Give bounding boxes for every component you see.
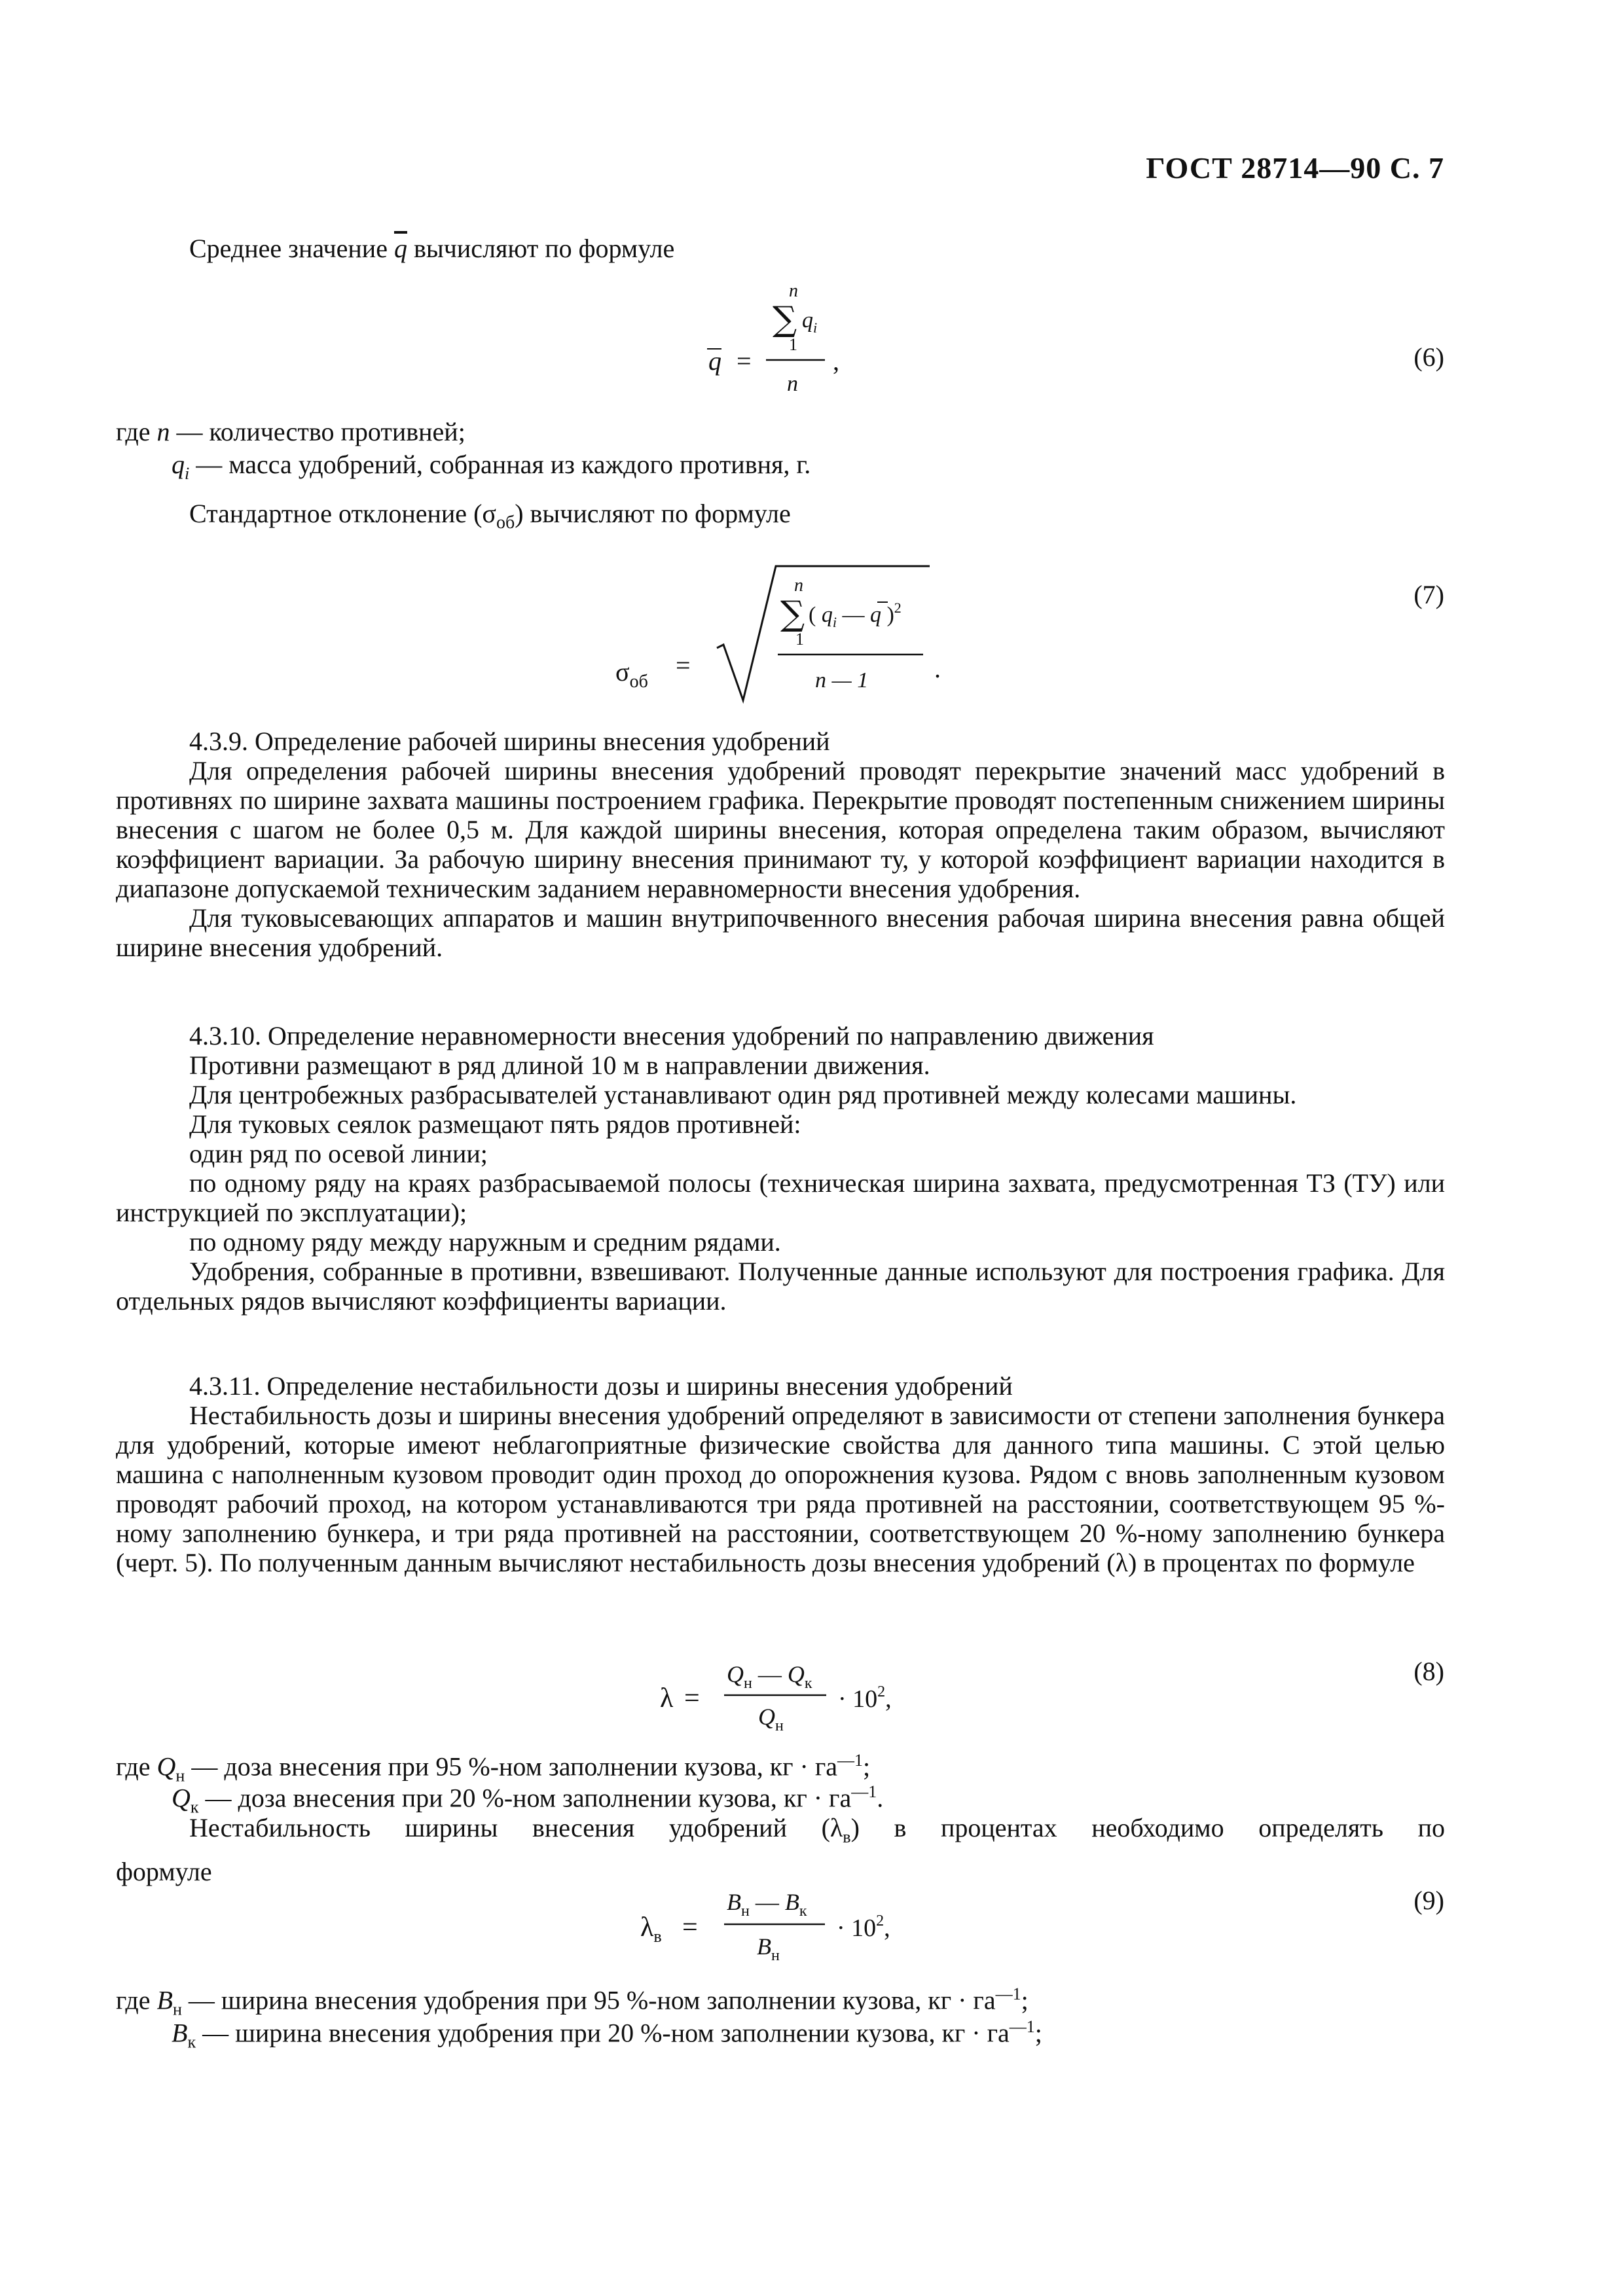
section-4-3-9-heading: 4.3.9. Определение рабочей ширины внесения удобрений bbox=[189, 726, 830, 756]
formula-9-number: (9) bbox=[1413, 1886, 1444, 1915]
section-4-3-11-heading: 4.3.11. Определение нестабильности дозы и ширины внесения удобрений bbox=[189, 1371, 1013, 1401]
formula-9-denominator: $B_н$ bbox=[757, 1933, 780, 1964]
section-4-3-10-p3: Для туковых сеялок размещают пять рядов противней: bbox=[189, 1109, 801, 1139]
section-4-3-10 bbox=[116, 1021, 1445, 1316]
mean-intro-symbol: $\overline{q}$ bbox=[393, 234, 407, 263]
where-6-line-2: $q_i$ — масса удобрений, собранная из каждого противня, г. bbox=[172, 450, 811, 483]
formula-8-equals: = bbox=[684, 1683, 700, 1713]
formula-9-lhs: $\lambda_в$ bbox=[640, 1912, 662, 1946]
formula-9-factor: · $10^2$, bbox=[837, 1912, 890, 1942]
mean-intro-before: Среднее значение bbox=[189, 234, 394, 263]
section-4-3-10-p6: по одному ряду между наружным и средним рядами. bbox=[189, 1227, 781, 1257]
formula-6-sum-lower: 1 bbox=[789, 335, 797, 354]
section-4-3-11 bbox=[116, 1371, 1445, 1577]
formula-7-sum-symbol: ∑ bbox=[780, 594, 805, 634]
formula-6-equals: = bbox=[737, 346, 752, 376]
formula-9-numerator: $B_н$ — $B_к$ bbox=[727, 1889, 807, 1920]
width-intro-line-1: Нестабильность ширины внесения удобрений $(\lambda_в)$ в процентах необходимо определять по bbox=[189, 1813, 1445, 1846]
where-6-line-1: где n — количество противней; bbox=[116, 417, 465, 446]
formula-7-denominator: n — 1 bbox=[815, 668, 869, 692]
formula-6 bbox=[681, 278, 877, 409]
where-8-line-2: $Q_к$ — доза внесения при 20 %-ном заполнении кузова, кг · $га^{—1}$. bbox=[172, 1782, 884, 1817]
mean-intro bbox=[189, 232, 674, 265]
formula-8-lhs: λ bbox=[660, 1683, 674, 1713]
formula-9-equals: = bbox=[682, 1912, 698, 1943]
formula-7-sum-term: ( $q_i$ — q )$^2$ bbox=[809, 600, 902, 630]
width-intro-line-2: формуле bbox=[116, 1857, 212, 1886]
formula-9 bbox=[635, 1878, 936, 1977]
formula-8-numerator: $Q_н$ — $Q_к$ bbox=[727, 1661, 812, 1692]
section-4-3-10-p7: Удобрения, собранные в противни, взвешивают. Полученные данные используют для построения графика. Для отдельных рядов вычисляют коэффициенты вариации. bbox=[116, 1257, 1445, 1316]
formula-7-number: (7) bbox=[1413, 580, 1444, 609]
mean-intro-after: вычисляют по формуле bbox=[407, 234, 675, 263]
section-4-3-9 bbox=[116, 726, 1445, 962]
formula-7 bbox=[609, 553, 976, 710]
section-4-3-11-p1: Нестабильность дозы и ширины внесения удобрений определяют в зависимости от степени заполнения бункера для удобрений, которые имеют неблагоприятные физические свойства для данного типа машины. С этой целью машина с наполненным кузовом проводит один проход до опорожнения кузова. Рядом с вновь заполненным кузовом проводят рабочий проход, на котором устанавливаются три ряда противней на расстоянии, соответствующем 95 %-ному заполнению бункера, и три ряда противней на расстоянии, соответствующем 20 %-ному заполнению бункера (черт. 5). По полученным данным вычисляют нестабильность дозы внесения удобрений (λ) в процентах по формуле bbox=[116, 1401, 1445, 1577]
section-4-3-9-p2: Для туковысевающих аппаратов и машин внутрипочвенного внесения рабочая ширина внесения равна общей ширине внесения удобрений. bbox=[116, 903, 1445, 962]
formula-7-lhs: $\sigma_{об}$ bbox=[615, 657, 648, 692]
formula-6-sum-term: $q_i$ bbox=[802, 308, 818, 336]
section-4-3-10-p5: по одному ряду на краях разбрасываемой полосы (техническая ширина захвата, предусмотренная ТЗ (ТУ) или инструкцией по эксплуатации); bbox=[116, 1168, 1445, 1227]
formula-6-denominator: n bbox=[787, 372, 798, 396]
section-4-3-10-p1: Противни размещают в ряд длиной 10 м в направлении движения. bbox=[189, 1050, 930, 1080]
where-8-line-1: где $Q_н$ — доза внесения при 95 %-ном заполнении кузова, кг · $га^{—1}$; bbox=[116, 1751, 871, 1785]
section-4-3-10-p2: Для центробежных разбрасывателей устанавливают один ряд противней между колесами машины. bbox=[189, 1080, 1297, 1109]
formula-7-period: . bbox=[934, 654, 941, 683]
formula-7-equals: = bbox=[676, 651, 691, 680]
std-intro: Стандартное отклонение $(\sigma_{об})$ вычисляют по формуле bbox=[189, 499, 791, 533]
formula-7-sum-upper: n bbox=[794, 575, 803, 596]
where-9-line-1: где $B_н$ — ширина внесения удобрения при 95 %-ном заполнении кузова, кг · $га^{—1}$; bbox=[116, 1984, 1029, 2019]
formula-6-sum-upper: n bbox=[789, 281, 798, 301]
formula-8 bbox=[655, 1653, 956, 1744]
section-4-3-9-p1: Для определения рабочей ширины внесения удобрений проводят перекрытие значений масс удобрений в противнях по ширине захвата машины построением графика. Перекрытие проводят постепенным снижением ширины внесения с шагом не более 0,5 м. Для каждой ширины внесения, которая определена таким образом, вычисляют коэффициент вариации. За рабочую ширину внесения принимают ту, у которой коэффициент вариации находится в диапазоне допускаемой техническим заданием неравномерности внесения удобрения. bbox=[116, 756, 1445, 903]
width-intro bbox=[116, 1813, 1445, 1886]
formula-6-sum-symbol: ∑ bbox=[773, 300, 797, 339]
where-9-line-2: $B_к$ — ширина внесения удобрения при 20 %-ном заполнении кузова, кг · $га^{—1}$; bbox=[172, 2017, 1042, 2052]
section-4-3-10-p4: один ряд по осевой линии; bbox=[189, 1139, 488, 1168]
formula-6-comma: , bbox=[833, 346, 839, 376]
section-4-3-10-heading: 4.3.10. Определение неравномерности внесения удобрений по направлению движения bbox=[189, 1021, 1154, 1050]
page-header: ГОСТ 28714—90 С. 7 bbox=[1146, 151, 1444, 185]
formula-8-number: (8) bbox=[1413, 1657, 1444, 1686]
formula-8-denominator: $Q_н$ bbox=[758, 1704, 784, 1734]
formula-8-factor: · $10^2$, bbox=[838, 1683, 892, 1713]
formula-6-lhs: q bbox=[708, 346, 721, 376]
formula-6-number: (6) bbox=[1413, 342, 1444, 372]
formula-7-sum-lower: 1 bbox=[795, 630, 804, 649]
